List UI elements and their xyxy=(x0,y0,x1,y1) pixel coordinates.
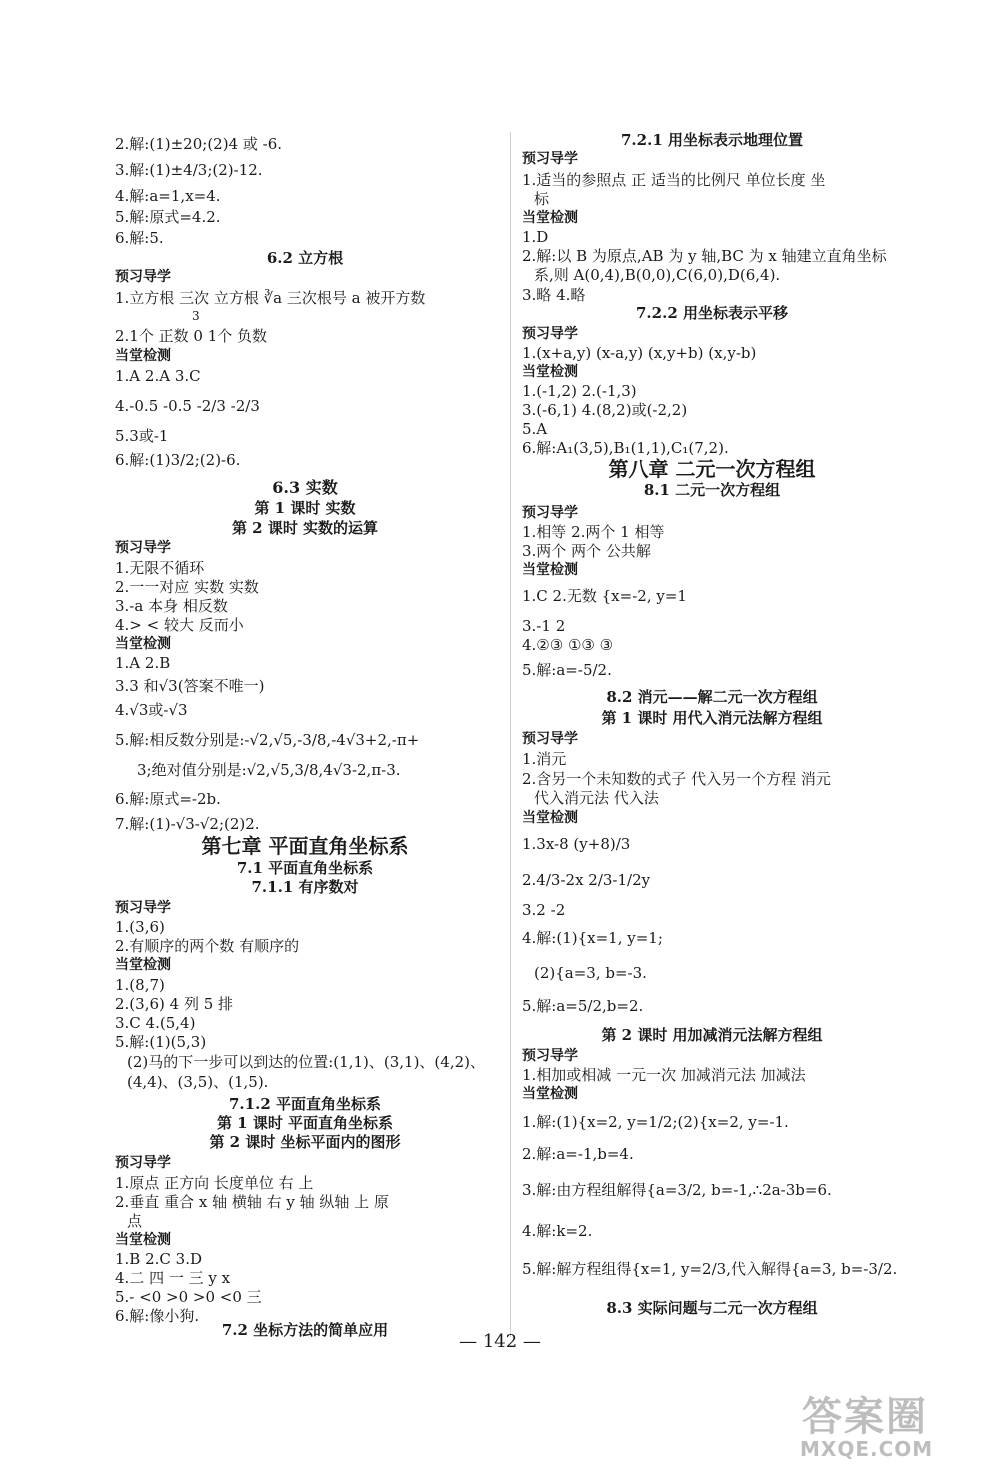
section-heading: 7.1.2 平面直角坐标系 xyxy=(229,1095,381,1113)
answer-line: 3.解:由方程组解得{a=3/2, b=-1,∴2a-3b=6. xyxy=(522,1181,832,1199)
answer-line: 代入消元法 代入法 xyxy=(534,789,659,807)
answer-line: 3.两个 两个 公共解 xyxy=(522,542,651,560)
answer-line: 4.解:a=1,x=4. xyxy=(115,187,221,205)
answer-line: 6.解:像小狗. xyxy=(115,1307,200,1325)
section-heading: 6.3 实数 xyxy=(272,478,338,497)
answer-line: 7.解:(1)-√3-√2;(2)2. xyxy=(115,815,260,833)
lesson-heading: 第 2 课时 实数的运算 xyxy=(231,519,379,537)
answer-line: 1.C 2.无数 {x=-2, y=1 xyxy=(522,587,687,605)
answer-line: 5.3或-1 xyxy=(115,427,169,445)
answer-line: 2.含另一个未知数的式子 代入另一个方程 消元 xyxy=(522,770,831,788)
answer-line: 4.解:k=2. xyxy=(522,1222,593,1240)
answer-line: 5.解:a=5/2,b=2. xyxy=(522,997,644,1015)
answer-line: 标 xyxy=(534,190,550,208)
answer-line: 2.4/3-2x 2/3-1/2y xyxy=(522,871,651,889)
answer-line: 5.A xyxy=(522,420,548,438)
subheading: 当堂检测 xyxy=(522,364,578,380)
answer-line: 1.相等 2.两个 1 相等 xyxy=(522,523,665,541)
answer-line: 点 xyxy=(127,1212,143,1230)
answer-line: 3.2 -2 xyxy=(522,901,566,919)
lesson-heading: 第 2 课时 用加减消元法解方程组 xyxy=(601,1026,823,1044)
section-heading: 7.1 平面直角坐标系 xyxy=(236,859,374,877)
answer-line: 3.(-6,1) 4.(8,2)或(-2,2) xyxy=(522,401,688,419)
section-heading: 7.1.1 有序数对 xyxy=(251,878,359,896)
page-number: — 142 — xyxy=(459,1331,541,1352)
answer-line: 3.解:(1)±4/3;(2)-12. xyxy=(115,161,263,179)
column-divider xyxy=(510,132,511,1337)
subheading: 预习导学 xyxy=(522,151,578,167)
answer-line: 1.3x-8 (y+8)/3 xyxy=(522,835,631,853)
chapter-heading: 第八章 二元一次方程组 xyxy=(608,457,816,481)
answer-line: 1.原点 正方向 长度单位 右 上 xyxy=(115,1174,314,1192)
subheading: 当堂检测 xyxy=(115,636,171,652)
answer-line: 1.相加或相减 一元一次 加减消元法 加减法 xyxy=(522,1066,806,1084)
subheading: 当堂检测 xyxy=(522,562,578,578)
subheading: 当堂检测 xyxy=(115,957,171,973)
section-heading: 8.1 二元一次方程组 xyxy=(643,481,781,499)
answer-line: 2.一一对应 实数 实数 xyxy=(115,578,259,596)
section-heading: 7.2.2 用坐标表示平移 xyxy=(636,304,788,322)
answer-line: 1.A 2.A 3.C xyxy=(115,367,201,385)
lesson-heading: 第 1 课时 实数 xyxy=(254,499,356,517)
answer-line: 1.消元 xyxy=(522,750,567,768)
answer-line: 1.适当的参照点 正 适当的比例尺 单位长度 坐 xyxy=(522,171,826,189)
answer-line: 2.(3,6) 4 列 5 排 xyxy=(115,995,234,1013)
answer-line: 2.垂直 重合 x 轴 横轴 右 y 轴 纵轴 上 原 xyxy=(115,1193,389,1211)
lesson-heading: 第 1 课时 平面直角坐标系 xyxy=(216,1114,394,1132)
subheading: 预习导学 xyxy=(522,731,578,747)
chapter-heading: 第七章 平面直角坐标系 xyxy=(201,834,409,858)
answer-line: 2.有顺序的两个数 有顺序的 xyxy=(115,937,300,955)
answer-line: 6.解:5. xyxy=(115,229,164,247)
answer-line: 2.1个 正数 0 1个 负数 xyxy=(115,327,268,345)
answer-line: 3 xyxy=(192,309,200,323)
answer-line: 4.解:(1){x=1, y=1; xyxy=(522,929,663,947)
subheading: 预习导学 xyxy=(522,1048,578,1064)
subheading: 预习导学 xyxy=(115,900,171,916)
answer-line: 2.解:以 B 为原点,AB 为 y 轴,BC 为 x 轴建立直角坐标 xyxy=(522,247,887,265)
section-heading: 8.2 消元——解二元一次方程组 xyxy=(606,688,818,706)
answer-line: 6.解:原式=-2b. xyxy=(115,790,221,808)
subheading: 预习导学 xyxy=(115,540,171,556)
answer-line: 1.(x+a,y) (x-a,y) (x,y+b) (x,y-b) xyxy=(522,344,757,362)
answer-line: 4.-0.5 -0.5 -2/3 -2/3 xyxy=(115,397,260,415)
answer-line: (4,4)、(3,5)、(1,5). xyxy=(127,1073,269,1091)
answer-line: 5.解:相反数分别是:-√2,√5,-3/8,-4√3+2,-π+ xyxy=(115,731,420,749)
subheading: 当堂检测 xyxy=(522,210,578,226)
lesson-heading: 第 1 课时 用代入消元法解方程组 xyxy=(601,709,823,727)
answer-line: 4.√3或-√3 xyxy=(115,701,188,719)
answer-line: 3.C 4.(5,4) xyxy=(115,1014,196,1032)
subheading: 预习导学 xyxy=(522,326,578,342)
answer-line: 1.无限不循环 xyxy=(115,559,205,577)
lesson-heading: 第 2 课时 坐标平面内的图形 xyxy=(209,1133,401,1151)
answer-line: 5.解:解方程组得{x=1, y=2/3,代入解得{a=3, b=-3/2. xyxy=(522,1260,898,1278)
answer-line: 6.解:(1)3/2;(2)-6. xyxy=(115,451,241,469)
answer-line: 5.- <0 >0 >0 <0 三 xyxy=(115,1288,262,1306)
answer-line: 3.3 和√3(答案不唯一) xyxy=(115,677,265,695)
answer-line: 4.二 四 一 三 y x xyxy=(115,1269,231,1287)
answer-line: 3.-1 2 xyxy=(522,617,566,635)
answer-line: 1.(3,6) xyxy=(115,918,165,936)
section-heading: 6.2 立方根 xyxy=(266,249,344,267)
subheading: 当堂检测 xyxy=(115,348,171,364)
subheading: 当堂检测 xyxy=(522,810,578,826)
answer-line: 4.> < 较大 反而小 xyxy=(115,616,244,634)
watermark-logo: 答案圈 xyxy=(802,1394,928,1440)
section-heading: 7.2.1 用坐标表示地理位置 xyxy=(621,131,803,149)
watermark xyxy=(780,1385,980,1465)
section-heading: 7.2 坐标方法的简单应用 xyxy=(221,1321,389,1339)
answer-line: (2){a=3, b=-3. xyxy=(534,964,647,982)
subheading: 当堂检测 xyxy=(115,1232,171,1248)
subheading: 预习导学 xyxy=(115,269,171,285)
answer-line: 1.解:(1){x=2, y=1/2;(2){x=2, y=-1. xyxy=(522,1113,789,1131)
answer-line: 3.略 4.略 xyxy=(522,286,586,304)
section-heading: 8.3 实际问题与二元一次方程组 xyxy=(606,1299,818,1317)
answer-line: 2.解:(1)±20;(2)4 或 -6. xyxy=(115,135,283,153)
answer-line: 3;绝对值分别是:√2,√5,3/8,4√3-2,π-3. xyxy=(137,761,401,779)
answer-line: 系,则 A(0,4),B(0,0),C(6,0),D(6,4). xyxy=(534,266,781,284)
answer-line: 6.解:A₁(3,5),B₁(1,1),C₁(7,2). xyxy=(522,439,729,457)
answer-line: 1.(-1,2) 2.(-1,3) xyxy=(522,382,637,400)
answer-line: 5.解:(1)(5,3) xyxy=(115,1033,207,1051)
answer-line: 4.②③ ①③ ③ xyxy=(522,636,614,654)
answer-line: 1.A 2.B xyxy=(115,654,171,672)
answer-line: 1.B 2.C 3.D xyxy=(115,1250,202,1268)
answer-line: 5.解:原式=4.2. xyxy=(115,208,221,226)
answer-line: 3.-a 本身 相反数 xyxy=(115,597,228,615)
answer-line: 1.(8,7) xyxy=(115,976,165,994)
answer-line: 2.解:a=-1,b=4. xyxy=(522,1145,634,1163)
subheading: 预习导学 xyxy=(115,1155,171,1171)
subheading: 预习导学 xyxy=(522,505,578,521)
watermark-site: MXQE.COM xyxy=(800,1437,934,1461)
answer-line: 5.解:a=-5/2. xyxy=(522,661,612,679)
answer-line: (2)马的下一步可以到达的位置:(1,1)、(3,1)、(4,2)、 xyxy=(127,1053,485,1071)
answer-line: 1.立方根 三次 立方根 ∛a 三次根号 a 被开方数 xyxy=(115,289,426,307)
answer-line: 1.D xyxy=(522,228,549,246)
subheading: 当堂检测 xyxy=(522,1086,578,1102)
